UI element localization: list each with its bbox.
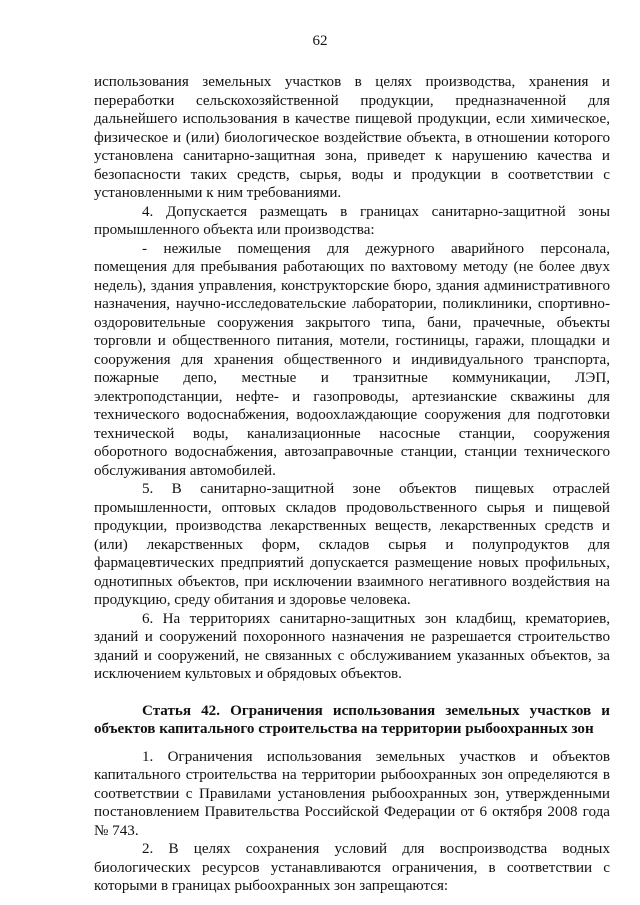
paragraph-item-6: 6. На территориях санитарно-защитных зон кладбищ, крематориев, зданий и сооружений похоронного назначения не разрешается строительство зданий и сооружений, не связанных с обслуживанием указанных объектов, за исключением культовых и обрядовых объектов.	[94, 610, 610, 682]
paragraph-item-4: 4. Допускается размещать в границах санитарно-защитной зоны промышленного объекта или производства:	[94, 203, 610, 238]
page-number: 62	[312, 33, 328, 49]
article-paragraph-1: 1. Ограничения использования земельных участков и объектов капитального строительства на территории рыбоохранных зон определяются в соответствии с Правилами установления рыбоохранных зон, утвержденными постановлением Правительства Российской Федерации от 6 октября 2008 года № 743.	[94, 748, 610, 839]
paragraph-continuation: использования земельных участков в целях производства, хранения и переработки сельскохозяйственной продукции, предназначенной для дальнейшего использования в качестве пищевой продукции, если химическое, физическое и (или) биологическое воздействие объекта, в отношении которого установлена санитарно-защитная зона, приведет к нарушению качества и безопасности таких средств, сырья, воды и продукции в соответствии с установленными к ним требованиями.	[94, 74, 610, 201]
spacer	[94, 739, 610, 748]
article-paragraph-2: 2. В целях сохранения условий для воспроизводства водных биологических ресурсов устанавливаются ограничения, в соответствии с которыми в границах рыбоохранных зон запрещаются:	[94, 841, 610, 894]
article-heading: Статья 42. Ограничения использования земельных участков и объектов капитального строительства на территории рыбоохранных зон	[94, 702, 610, 737]
paragraph-item-5: 5. В санитарно-защитной зоне объектов пищевых отраслей промышленности, оптовых складов продовольственного сырья и пищевой продукции, производства лекарственных веществ, лекарственных средств и (или) лекарственных форм, складов сырья и полупродуктов для фармацевтических предприятий допускается размещение новых профильных, однотипных объектов, при исключении взаимного негативного воздействия на продукцию, среду обитания и здоровье человека.	[94, 481, 610, 608]
spacer	[94, 684, 610, 702]
page-body	[94, 73, 610, 896]
paragraph-dash-list: - нежилые помещения для дежурного аварийного персонала, помещения для пребывания работающих по вахтовому методу (не более двух недель), здания управления, конструкторские бюро, здания административного назначения, научно-исследовательские лаборатории, поликлиники, спортивно-оздоровительные сооружения закрытого типа, бани, прачечные, объекты торговли и общественного питания, мотели, гостиницы, гаражи, площадки и сооружения для хранения общественного и индивидуального транспорта, пожарные депо, местные и транзитные коммуникации, ЛЭП, электроподстанции, нефте- и газопроводы, артезианские скважины для технического водоснабжения, водоохлаждающие сооружения для подготовки технической воды, канализационные насосные станции, сооружения оборотного водоснабжения, автозаправочные станции, станции технического обслуживания автомобилей.	[94, 240, 610, 479]
